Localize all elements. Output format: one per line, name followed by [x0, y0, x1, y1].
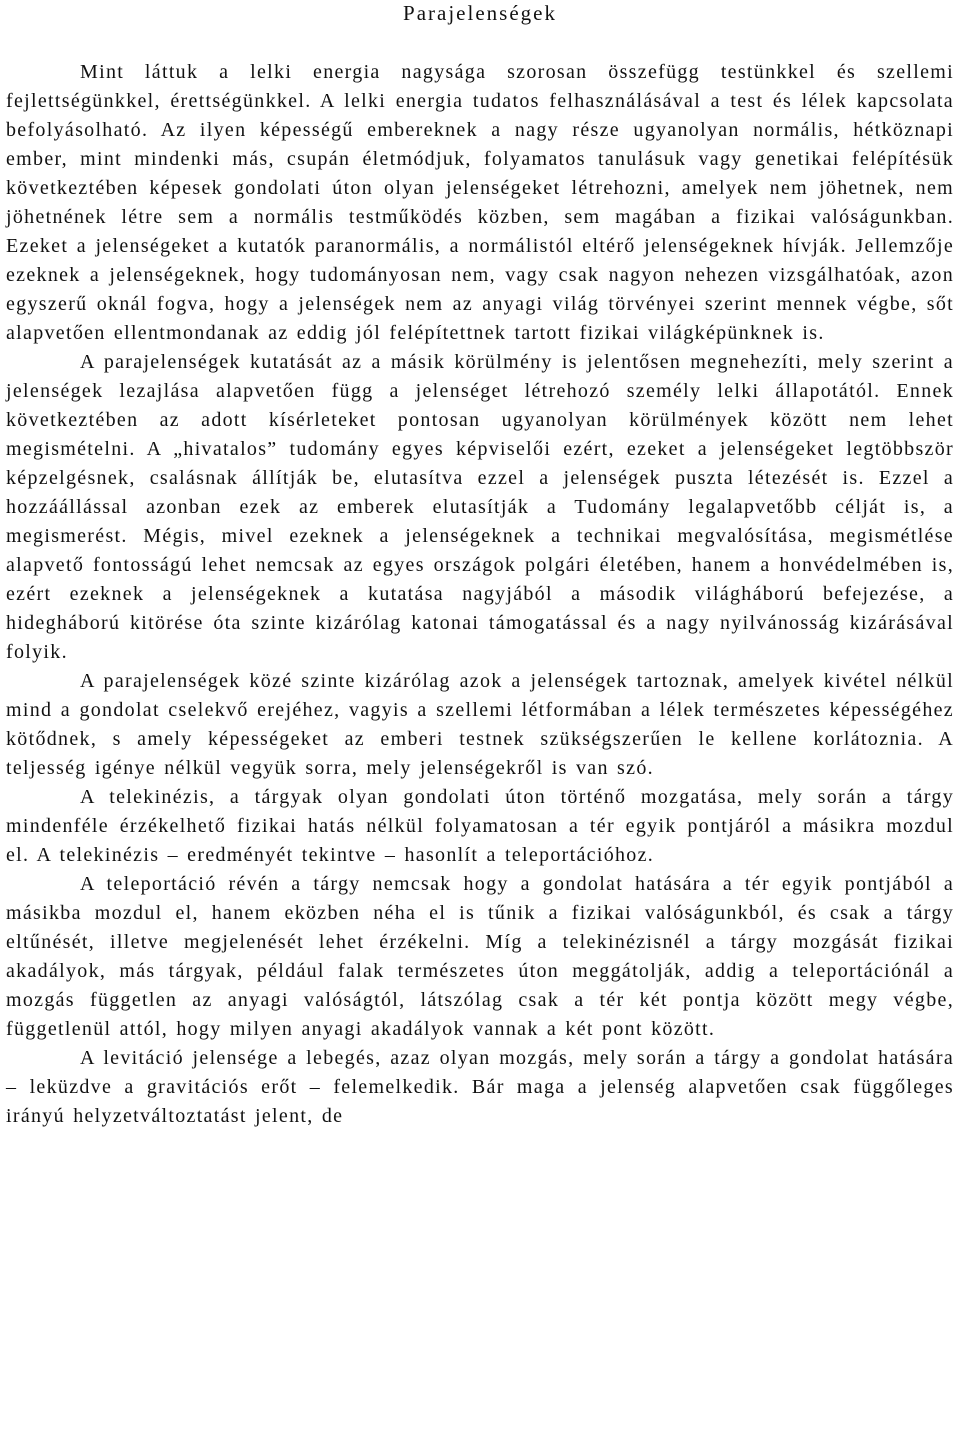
paragraph-2: A parajelenségek kutatását az a másik körülmény is jelentősen megnehezíti, mely szerint a jelenségek lezajlása alapvetően függ a jelenséget létrehozó személy lelki állapotától. Ennek következtében az adott kísérleteket pontosan ugyanolyan körülmények között nem lehet megismételni. A „hivatalos” tudomány egyes képviselői ezért, ezeket a jelenségeket legtöbbször képzelgésnek, csalásnak állítják be, elutasítva ezzel a jelenségek puszta létezését is. Ezzel a hozzáállással azonban ezek az emberek elutasítják a Tudomány legalapvetőbb célját is, a megismerést. Mégis, mivel ezeknek a jelenségeknek a technikai megvalósítása, megismétlése alapvető fontosságú lehet nemcsak az egyes országok polgári életében, hanem a honvédelmében is, ezért ezeknek a jelenségeknek a kutatása nagyjából a második világháború befejezése, a hidegháború kitörése óta szinte kizárólag katonai támogatással és a nagy nyilvánosság kizárásával folyik. [6, 351, 954, 663]
paragraph-4: A telekinézis, a tárgyak olyan gondolati úton történő mozgatása, mely során a tárgy mindenféle érzékelhető fizikai hatás nélkül folyamatosan a tér egyik pontjáról a másikra mozdul el. A telekinézis – eredményét tekintve – hasonlít a teleportációhoz. [6, 786, 954, 866]
paragraph-6: A levitáció jelensége a lebegés, azaz olyan mozgás, mely során a tárgy a gondolat hatására – leküzdve a gravitációs erőt – felemelkedik. Bár maga a jelenség alapvetően csak függőleges irányú helyzetváltoztatást jelent, de [6, 1047, 954, 1127]
page-title: Parajelenségek [403, 1, 557, 25]
paragraph-1: Mint láttuk a lelki energia nagysága szorosan összefügg testünkkel és szellemi fejlettségünkkel, érettségünkkel. A lelki energia tudatos felhasználásával a test és lélek kapcsolata befolyásolható. Az ilyen képességű embereknek a nagy része ugyanolyan normális, hétköznapi ember, mint mindenki más, csupán életmódjuk, folyamatos tanulásuk vagy genetikai felépítésük következtében képesek gondolati úton olyan jelenségeket létrehozni, amelyek nem jöhetnek, nem jöhetnének létre sem a normális testműködés közben, sem magában a fizikai valóságunkban. Ezeket a jelenségeket a kutatók paranormális, a normálistól eltérő jelenségeknek hívják. Jellemzője ezeknek a jelenségeknek, hogy tudományosan nem, vagy csak nagyon nehezen vizsgálhatóak, azon egyszerű oknál fogva, hogy a jelenségek nem az anyagi világ törvényei szerint mennek végbe, sőt alapvetően ellentmondanak az eddig jól felépítettnek tartott fizikai világképünknek is. [6, 61, 954, 344]
paragraph-5: A teleportáció révén a tárgy nemcsak hogy a gondolat hatására a tér egyik pontjából a másikba mozdul el, hanem eközben néha el is tűnik a fizikai valóságunkból, és csak a tárgy eltűnését, illetve megjelenését lehet érzékelni. Míg a telekinézisnél a tárgy mozgását fizikai akadályok, más tárgyak, például falak természetes úton meggátolják, addig a teleportációnál a mozgás független az anyagi valóságtól, látszólag csak a tér két pontja között megy végbe, függetlenül attól, hogy milyen anyagi akadályok vannak a két pont között. [6, 873, 954, 1040]
document-page [6, 0, 954, 1131]
paragraph-3: A parajelenségek közé szinte kizárólag azok a jelenségek tartoznak, amelyek kivétel nélkül mind a gondolat cselekvő erejéhez, vagyis a szellemi létformában a lélek természetes képességéhez kötődnek, s amely képességeket az emberi testnek szükségszerűen le kellene korlátoznia. A teljesség igénye nélkül vegyük sorra, mely jelenségekről is van szó. [6, 670, 954, 779]
